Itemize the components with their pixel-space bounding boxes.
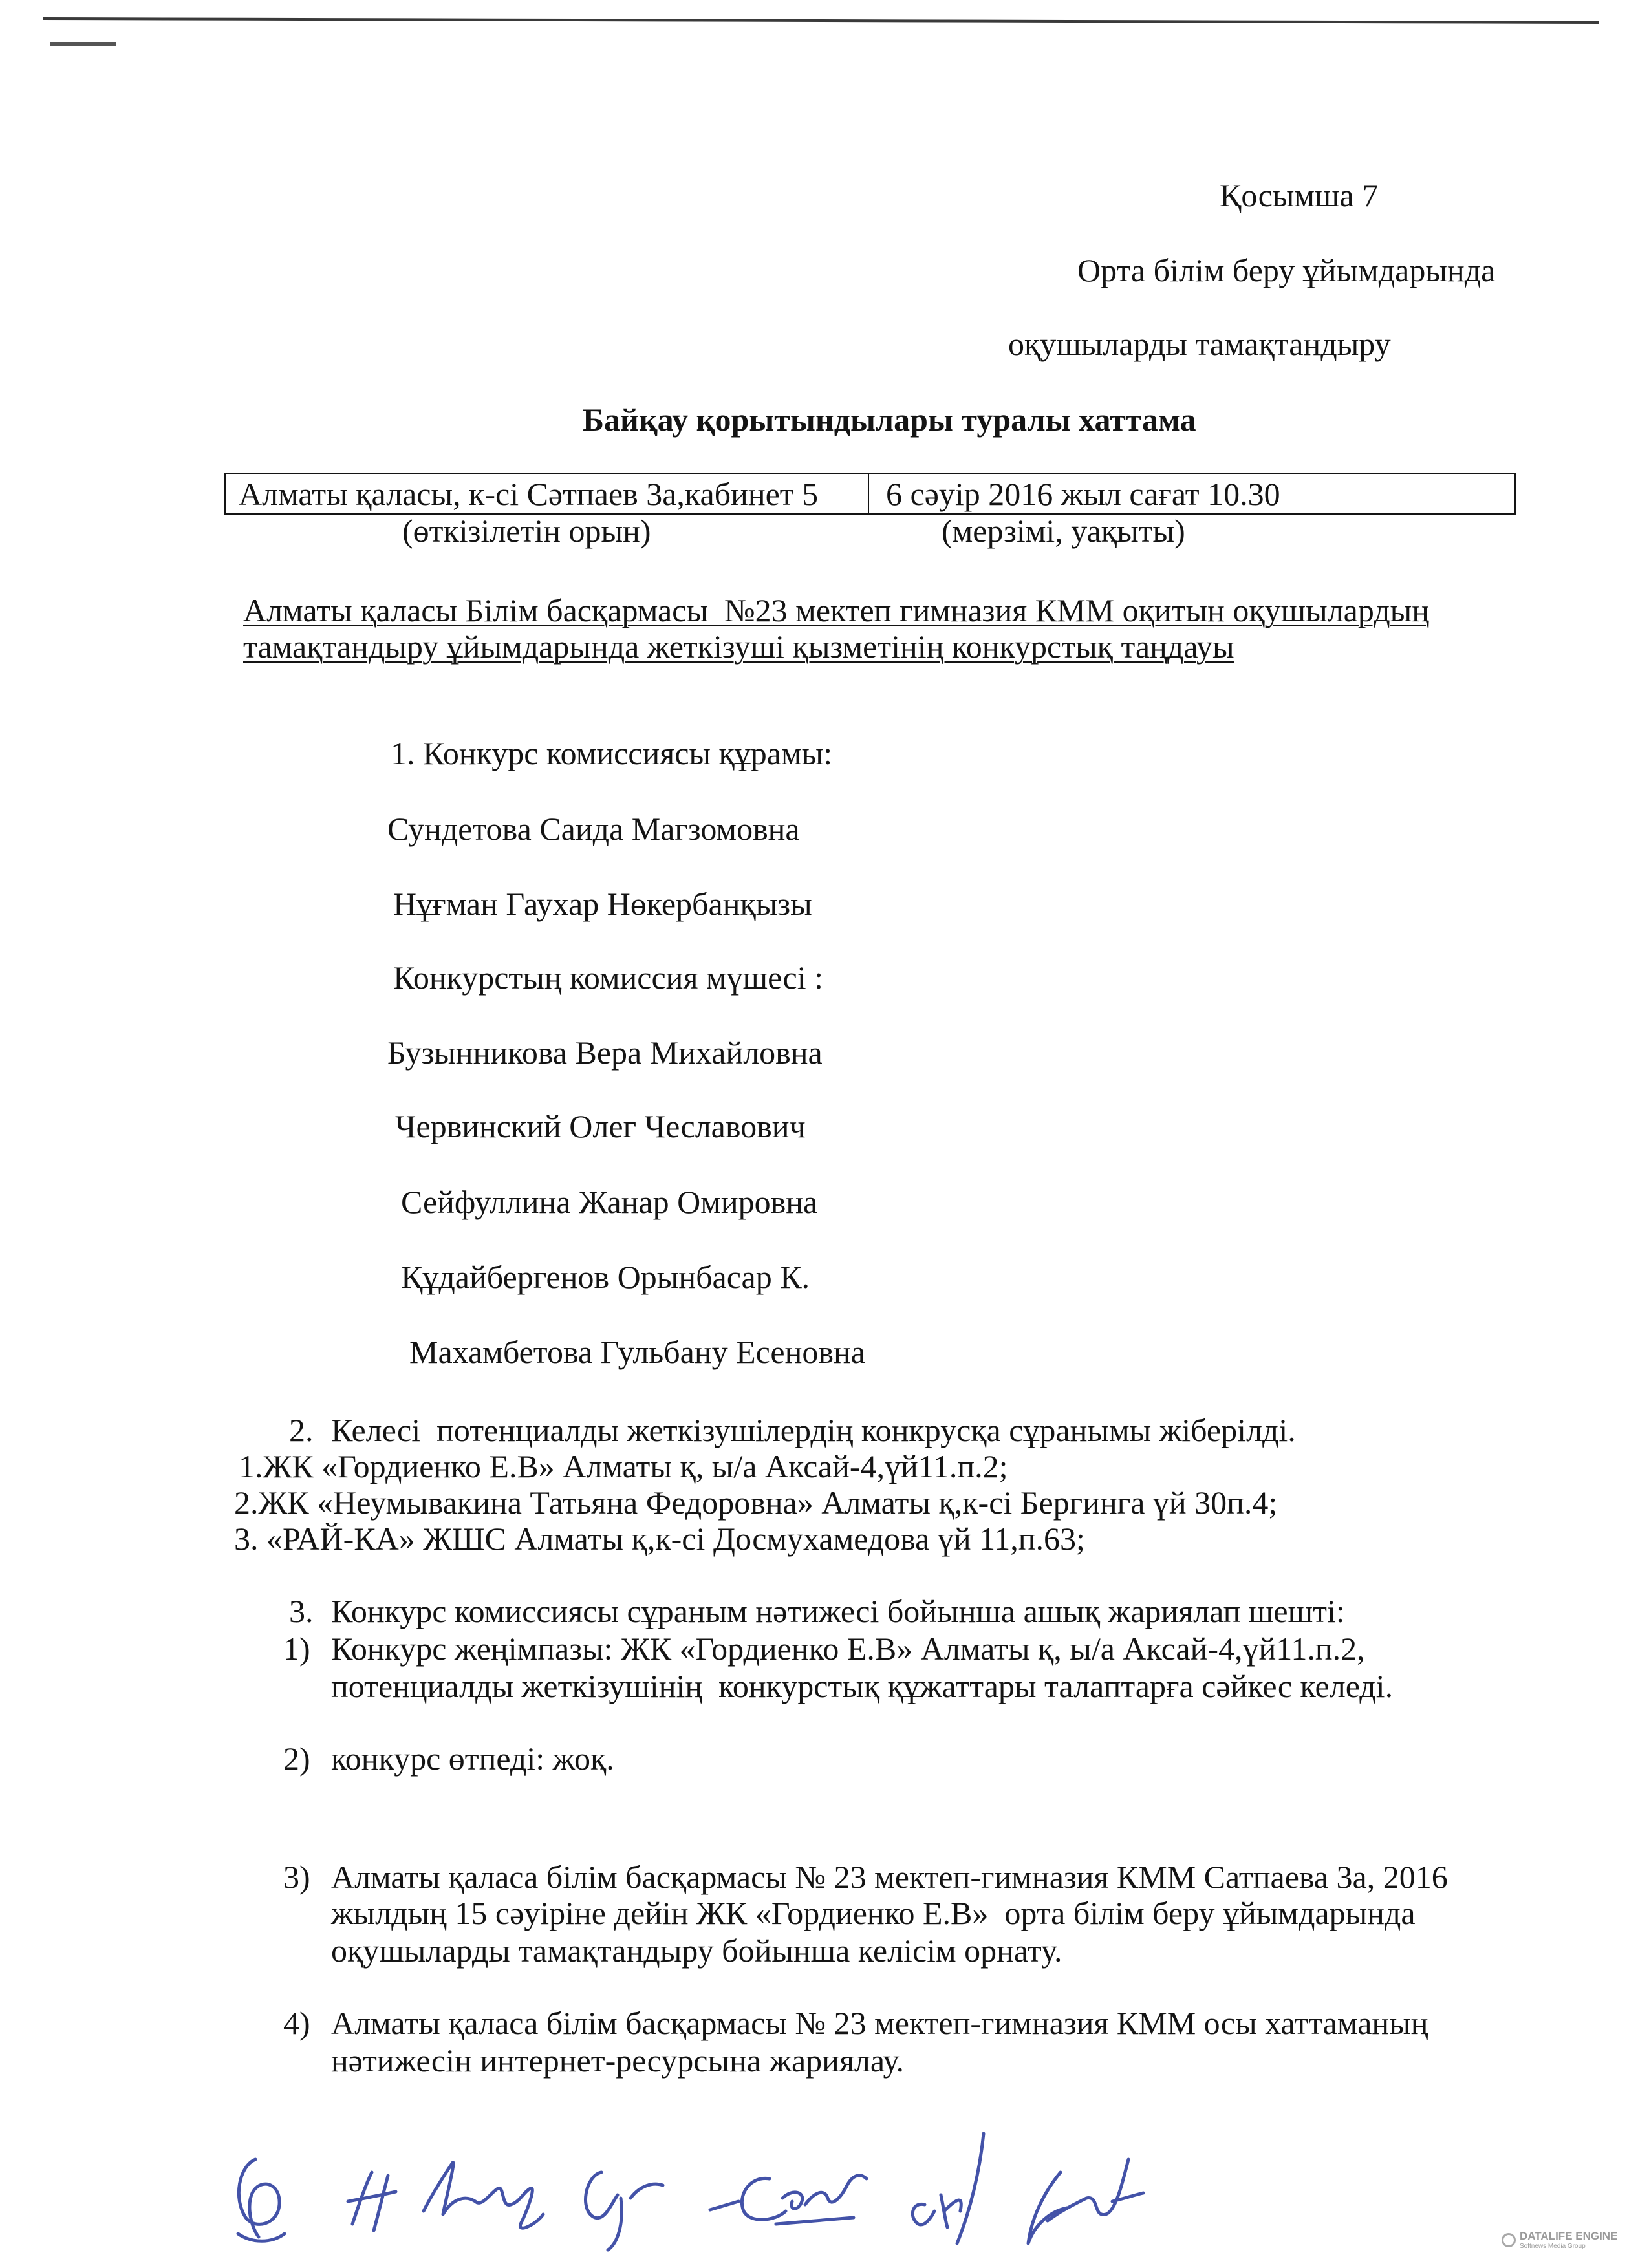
decision-number: 2) (283, 1740, 310, 1777)
signature-8 (1028, 2159, 1143, 2243)
commission-member: Червинский Олег Чеславович (395, 1108, 806, 1144)
commission-leader: Сундетова Саида Магзомовна (387, 811, 800, 847)
document-title: Байқау қорытындылары туралы хаттама (583, 401, 1196, 438)
signature-5 (710, 2201, 738, 2210)
applicant-item: 1.ЖК «Гордиенко Е.В» Алматы қ, ы/а Аксай-4,үй11.п.2; (239, 1448, 1008, 1484)
decision-number: 4) (283, 2005, 310, 2041)
signature-6 (742, 2176, 867, 2224)
commission-members-heading: Конкурстың комиссия мүшесі : (393, 959, 823, 996)
subject-line-2: тамақтандыру ұйымдарында жеткізуші қызметінің конкурстық таңдауы (243, 628, 1234, 665)
venue-place-caption: (өткізілетін орын) (402, 513, 651, 549)
decision-line: Алматы қаласа білім басқармасы № 23 мектеп-гимназия КММ Сатпаева 3а, 2016 (331, 1859, 1448, 1895)
venue-datetime-cell: 6 сәуір 2016 жыл сағат 10.30 (886, 475, 1280, 512)
appendix-line-2: оқушыларды тамақтандыру (1008, 326, 1391, 362)
section-2-text: Келесі потенциалды жеткізушілердің конкрусқа сұранымы жіберілді. (331, 1412, 1296, 1448)
subject-line-1: Алматы қаласы Білім басқармасы №23 мектеп гимназия КММ оқитын оқушылардың (243, 592, 1429, 628)
decision-line: оқушыларды тамақтандыру бойынша келісім орнату. (331, 1932, 1062, 1969)
decision-line: жылдың 15 сәуіріне дейін ЖК «Гордиенко Е.В» орта білім беру ұйымдарында (331, 1895, 1416, 1931)
commission-heading: 1. Конкурс комиссиясы құрамы: (391, 735, 833, 771)
commission-member: Сейфуллина Жанар Омировна (401, 1184, 818, 1220)
decision-line: нәтижесін интернет-ресурсына жариялау. (331, 2042, 905, 2079)
commission-leader: Нұғман Гаухар Нөкербанқызы (393, 886, 812, 922)
scan-edge-line (43, 19, 1599, 23)
commission-member: Құдайбергенов Орынбасар К. (401, 1259, 810, 1295)
decision-number: 1) (283, 1631, 310, 1667)
commission-member: Махамбетова Гульбану Есеновна (409, 1334, 865, 1370)
watermark-brand: DATALIFE ENGINE (1520, 2230, 1618, 2242)
applicant-item: 2.ЖК «Неумывакина Татьяна Федоровна» Алматы қ,к-сі Бергинга үй 30п.4; (234, 1484, 1278, 1521)
signatures (238, 2134, 1143, 2250)
venue-table (224, 473, 1516, 515)
decision-line: потенциалды жеткізушінің конкурстық құжаттары талаптарға сәйкес келеді. (331, 1668, 1394, 1704)
appendix-label: Қосымша 7 (1220, 177, 1379, 213)
signature-2 (348, 2172, 396, 2231)
venue-datetime-caption: (мерзімі, уақыты) (942, 513, 1185, 549)
datalife-logo-icon (1502, 2233, 1516, 2247)
watermark-tagline: Softnews Media Group (1520, 2243, 1586, 2250)
section-2-number: 2. (289, 1412, 314, 1448)
commission-member: Бузынникова Вера Михайловна (387, 1034, 823, 1071)
signature-1 (238, 2159, 285, 2241)
decision-line: Конкурс жеңімпазы: ЖК «Гордиенко Е.В» Алматы қ, ы/а Аксай-4,үй11.п.2, (331, 1631, 1365, 1667)
signature-3 (424, 2163, 543, 2229)
decision-line: Алматы қаласа білім басқармасы № 23 мектеп-гимназия КММ осы хаттаманың (331, 2005, 1428, 2041)
applicant-item: 3. «РАЙ-КА» ЖШС Алматы қ,к-сі Досмухамедова үй 11,п.63; (234, 1521, 1085, 1557)
section-3-text: Конкурс комиссиясы сұраным нәтижесі бойынша ашық жариялап шешті: (331, 1593, 1345, 1629)
decision-number: 3) (283, 1859, 310, 1895)
signature-7 (912, 2134, 984, 2243)
appendix-line-1: Орта білім беру ұйымдарында (1077, 252, 1496, 288)
watermark-logo (1502, 2231, 1617, 2250)
section-3-number: 3. (289, 1593, 314, 1629)
watermark-text (1520, 2231, 1617, 2250)
venue-place-cell: Алматы қаласы, к-сі Сәтпаев 3а,кабинет 5 (226, 474, 869, 513)
decision-line: конкурс өтпеді: жоқ. (331, 1740, 614, 1777)
signature-4 (586, 2172, 663, 2250)
